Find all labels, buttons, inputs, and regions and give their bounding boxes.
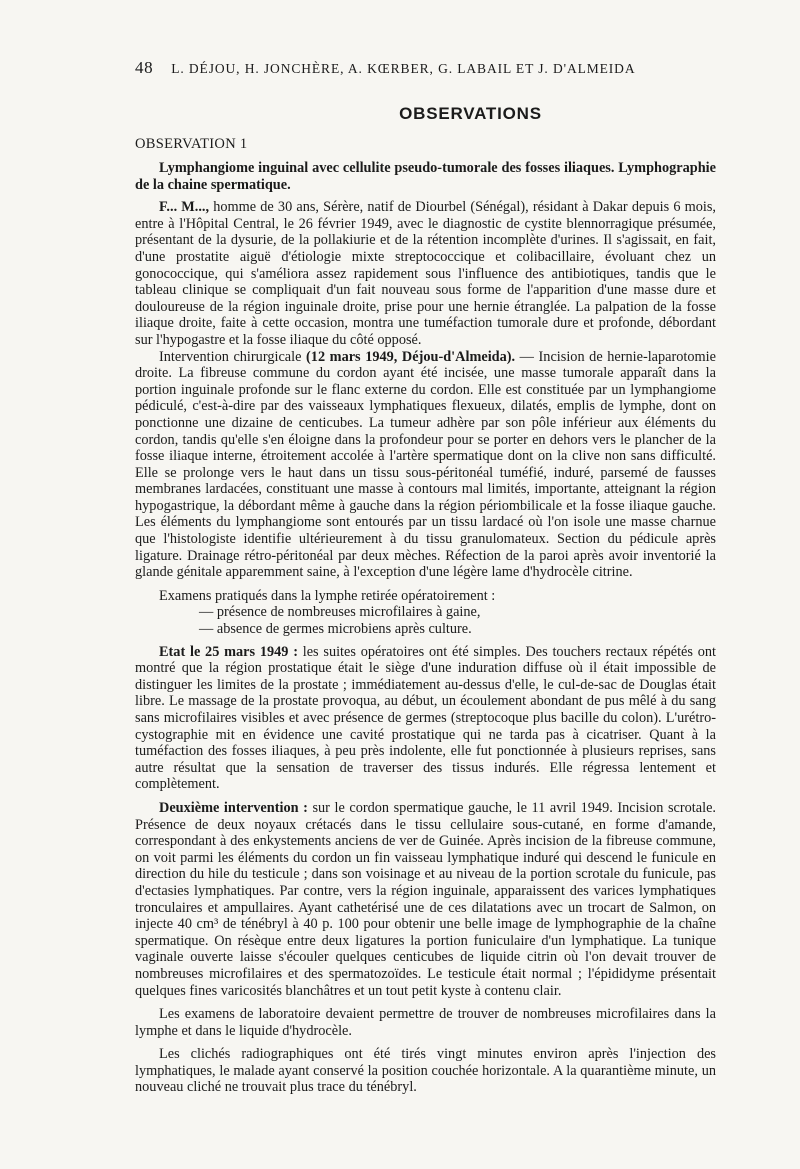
paragraph-text: homme de 30 ans, Sérère, natif de Diourbel (Sénégal), résidant à Dakar depuis 6 mois, entre à l'Hôpital Central, le 26 février 1949, avec le diagnostic de cystite blennorragique présumée, présentant de la dysurie, de la pollakiurie et de la rétention incomplète d'urines. Il s'agissait, en fait, d'une prostatite aiguë d'étiologie mixte streptococcique et colibacillaire, évoluant chez un gonococcique, qui s'améliora assez rapidement sous l'influence des antibiotiques, tandis que le tableau clinique se compliquait d'un fait nouveau sous forme de l'apparition d'une masse dure et douloureuse de la région inguinale droite, prise pour une hernie étranglée. La palpation de la fosse iliaque droite, faite à cette occasion, montra une tuméfaction tumorale dure et profonde, débordant sur l'hypogastre et la fosse iliaque du côté opposé.	[135, 199, 716, 348]
paragraph-radiographs: Les clichés radiographiques ont été tirés vingt minutes environ après l'injection des lymphatiques, le malade ayant conservé la position couchée horizontale. A la quarantième minute, un nouveau cliché ne trouvait plus trace du ténébryl.	[135, 1046, 716, 1096]
patient-initials: F... M...,	[159, 199, 210, 216]
list-item: — absence de germes microbiens après culture.	[199, 621, 716, 638]
running-header	[135, 58, 716, 78]
paragraph-lymph-exams: Examens pratiqués dans la lymphe retirée opératoirement :	[159, 587, 496, 604]
paragraph-lead: Deuxième intervention :	[159, 799, 308, 816]
running-header-authors: L. DÉJOU, H. JONCHÈRE, A. KŒRBER, G. LABAIL ET J. D'ALMEIDA	[171, 61, 636, 76]
paragraph-text: — Incision de hernie-laparotomie droite. La fibreuse commune du cordon ayant été incisée, une masse tumorale apparaît dans la portion inguinale profonde sur le flanc externe du cordon. Elle est constituée par un lymphangiome pédiculé, c'est-à-dire par des vaisseaux lymphatiques flexueux, dilatés, emplis de lymphe, dont on ponctionne une dizaine de centicubes. La tumeur adhère par son pôle inférieur aux éléments du cordon, tandis qu'elle s'en éloigne dans la profondeur pour se porter en dehors vers le plancher de la fosse iliaque interne, étroitement accolée à l'artère spermatique dont on la clive non sans difficulté. Elle se prolonge vers le haut dans un tissu sous-péritonéal tuméfié, induré, parsemé de fausses membranes lardacées, constituant une masse à contours mal limités, importante, atteignant la région hypogastrique, la débordant même à gauche dans la région périombilicale et la fosse iliaque gauche. Les éléments du lymphangiome sont entourés par un tissu lardacé où l'on isole une masse charnue que l'histologiste identifie ultérieurement à du tissu granulomateux. Section du pédicule après ligature. Drainage rétro-péritonéal par deux mèches. Réfection de la paroi après avoir inventorié la glande génitale apparemment saine, à l'exception d'une légère lame d'hydrocèle citrine.	[135, 348, 716, 581]
paragraph-lead: Etat le 25 mars 1949 :	[159, 643, 298, 660]
list-item: — présence de nombreuses microfilaires à gaine,	[199, 604, 716, 621]
paragraph-first-intervention	[135, 349, 716, 581]
page-number: 48	[135, 58, 154, 77]
exam-results-list	[135, 604, 716, 637]
section-title: OBSERVATIONS	[399, 104, 542, 123]
paragraph-patient-history	[135, 199, 716, 348]
observation-label: OBSERVATION 1	[135, 136, 248, 152]
paragraph-state-march	[135, 644, 716, 793]
paragraph-second-intervention	[135, 800, 716, 999]
paragraph-text: sur le cordon spermatique gauche, le 11 avril 1949. Incision scrotale. Présence de deux noyaux crétacés dans le tissu cellulaire sous-cutané, en forme d'amande, correspondant à des enkystements anciens de ver de Guinée. Après incision de la fibreuse commune, on voit parmi les éléments du cordon un fin vaisseau lymphatique induré qui descend le funicule en direction du hile du testicule ; dans son voisinage et au niveau de la portion scrotale du funicule, pas d'ectasies lymphatiques. Par contre, vers la région inguinale, apparaissent des varices lymphatiques tronculaires et ampullaires. Ayant cathetérisé une de ces dilatations avec un trocart de Salmon, on injecte 40 cm³ de ténébryl à 40 p. 100 pour obtenir une belle image de lymphographie de la chaîne spermatique. On résèque entre deux ligatures la portion funiculaire d'un lymphatique. La tunique vaginale ouverte laisse s'écouler quelques centicubes de liquide citrin où l'on devait trouver de nombreuses microfilaires et des spermatozoïdes. Le testicule était normal ; l'épididyme présentait quelques fines varicosités blanchâtres et un tout petit kyste à contenu clair.	[135, 799, 717, 999]
paragraph-lead: Intervention chirurgicale	[159, 348, 302, 365]
paragraph-lab-exams: Les examens de laboratoire devaient permettre de trouver de nombreuses microfilaires dans la lymphe et dans le liquide d'hydrocèle.	[135, 1006, 716, 1039]
paragraph-text: les suites opératoires ont été simples. Des touchers rectaux répétés ont montré que la région prostatique était le siège d'une induration diffuse où il était impossible de distinguer les limites de la prostate ; immédiatement au-dessus d'elle, le cul-de-sac de Douglas était libre. Le massage de la prostate provoqua, au début, un écoulement abondant de pus mêlé à du sang sans microfilaires visibles et avec présence de germes (streptocoque plus bacille du colon). L'urétro-cystographie mit en évidence une cavité prostatique qui ne tarda pas à cicatriser. Quant à la tuméfaction des fosses iliaques, à peu près indolente, elle fut ponctionnée à plusieurs reprises, sans autre résultat que la sensation de traverser des tissus indurés. Elle régressa lentement et complètement.	[135, 643, 716, 793]
intervention-date: (12 mars 1949, Déjou-d'Almeida).	[306, 348, 516, 365]
observation-title: Lymphangiome inguinal avec cellulite pseudo-tumorale des fosses iliaques. Lymphographie de la chaine spermatique.	[135, 160, 716, 193]
